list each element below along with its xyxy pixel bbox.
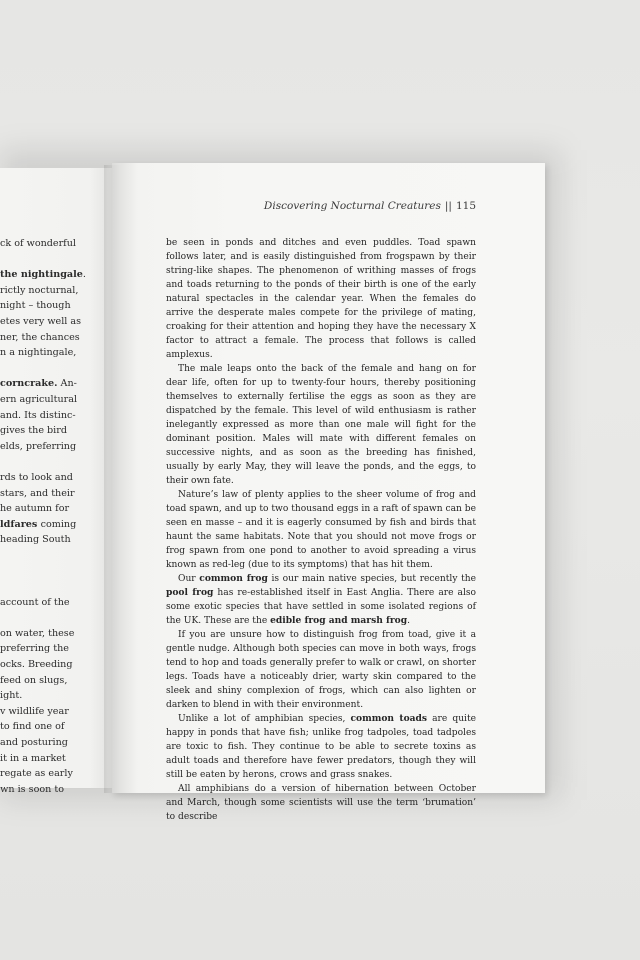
left-page-line	[0, 610, 112, 626]
left-page-line: and posturing	[0, 737, 68, 748]
left-page-line	[0, 579, 112, 595]
text-run: has re-established itself in East Anglia. There are also some exotic species that have settled in some isolated regions of the UK. These are the	[166, 588, 476, 626]
left-page-line: rictly nocturnal,	[0, 284, 79, 296]
paragraph: The male leaps onto the back of the female and hang on for dear life, often for up to twenty-four hours, thereby positioning themselves to externally fertilise the eggs as soon as they are dispatched by the female. This level of wild enthusiasm is rather inelegantly expressed as more than one male will fight for the dominant position. Males will mate with different females on successive nights, and as soon as the breeding has finished, usually by early May, they will leave the ponds, and the eggs, to their own fate.	[166, 364, 476, 486]
left-page-text	[0, 236, 112, 797]
text-run: .	[407, 616, 411, 626]
body-text	[166, 236, 476, 824]
left-page-line: preferring the	[0, 643, 69, 655]
bold-term: common toads	[350, 713, 428, 724]
paragraph: All amphibians do a version of hibernation between October and March, though some scientists will use the term ‘brumation’ to describe	[166, 784, 476, 822]
left-page-line: he autumn for	[0, 503, 70, 515]
paragraph	[166, 712, 476, 782]
left-page-line	[0, 252, 112, 268]
bold-term: common frog	[199, 573, 268, 584]
left-page-line	[0, 361, 112, 377]
paragraph: If you are unsure how to distinguish frog from toad, give it a gentle nudge. Although both species can move in both ways, frogs tend to hop and toads generally prefer to walk or crawl, on shorter legs. Toads have a noticeably drier, warty skin compared to the sleek and shiny complexion of frogs, which can also lighten or darken to blend in with their environment.	[166, 630, 476, 710]
left-page-line: the nightingale.	[0, 269, 86, 281]
left-page-line: regate as early	[0, 768, 73, 780]
running-head-separator: ||	[444, 200, 452, 212]
bold-term: pool frog	[166, 587, 214, 598]
text-run: Unlike a lot of amphibian species,	[178, 714, 351, 724]
text-run: is our main native species, but recently the	[267, 574, 476, 584]
left-page	[0, 168, 112, 795]
text-run: Our	[178, 574, 200, 584]
paragraph: be seen in ponds and ditches and even puddles. Toad spawn follows later, and is easily distinguished from frogspawn by their string-like shapes. The phenomenon of writhing masses of frogs and toads returning to the ponds of their birth is one of the early natural spectacles in the calendar year. When the females do arrive the desperate males compete for the privilege of mating, croaking for their attention and hoping they have the necessary X factor to attract a female. The process that follows is called amplexus.	[166, 238, 476, 360]
left-page-line: account of the	[0, 596, 70, 608]
paragraph	[166, 572, 476, 628]
page-number: 115	[455, 200, 476, 212]
left-page-line: and. Its distinc-	[0, 409, 76, 421]
left-page-line	[0, 563, 112, 579]
left-page-line: on water, these	[0, 627, 75, 639]
book-gutter	[104, 165, 122, 793]
text-run: are quite happy in ponds that have fish; unlike frog tadpoles, toad tadpoles are toxic to fish. They continue to be able to secrete toxins as adult toads and therefore have fewer predators, though they will still be eaten by herons, crows and grass snakes.	[166, 714, 476, 780]
left-page-line: stars, and their	[0, 487, 75, 499]
left-page-line: elds, preferring	[0, 440, 77, 452]
left-page-line	[0, 548, 112, 564]
left-page-line: ight.	[0, 690, 23, 702]
left-page-line: v wildlife year	[0, 705, 69, 717]
left-page-line: ner, the chances	[0, 331, 80, 343]
left-page-line: to find one of	[0, 721, 65, 733]
left-page-line: gives the bird	[0, 425, 67, 437]
bold-term: edible frog and marsh frog	[270, 615, 408, 626]
left-page-line: ocks. Breeding	[0, 659, 73, 671]
running-head-title: Discovering Nocturnal Creatures	[263, 200, 441, 212]
left-page-line: feed on slugs,	[0, 674, 68, 686]
left-page-line: etes very well as	[0, 315, 82, 327]
left-page-line	[0, 454, 112, 470]
left-page-line: n a nightingale,	[0, 347, 77, 359]
left-page-line: it in a market	[0, 752, 66, 764]
left-page-line: ldfares coming	[0, 518, 77, 530]
left-page-line: heading South	[0, 534, 71, 546]
left-page-line: rds to look and	[0, 471, 73, 483]
running-head	[112, 200, 476, 212]
left-page-line: ck of wonderful	[0, 238, 76, 249]
left-page-line: wn is soon to	[0, 783, 64, 795]
left-page-line: corncrake. An-	[0, 378, 77, 390]
left-page-line: ern agricultural	[0, 393, 78, 405]
left-page-line: night – though	[0, 300, 71, 312]
paragraph: Nature’s law of plenty applies to the sheer volume of frog and toad spawn, and up to two thousand eggs in a raft of spawn can be seen en masse – and it is eagerly consumed by fish and birds that haunt the same habitats. Note that you should not move frogs or frog spawn from one pond to another to avoid spreading a virus known as red-leg (due to its symptoms) that has hit them.	[166, 490, 476, 570]
